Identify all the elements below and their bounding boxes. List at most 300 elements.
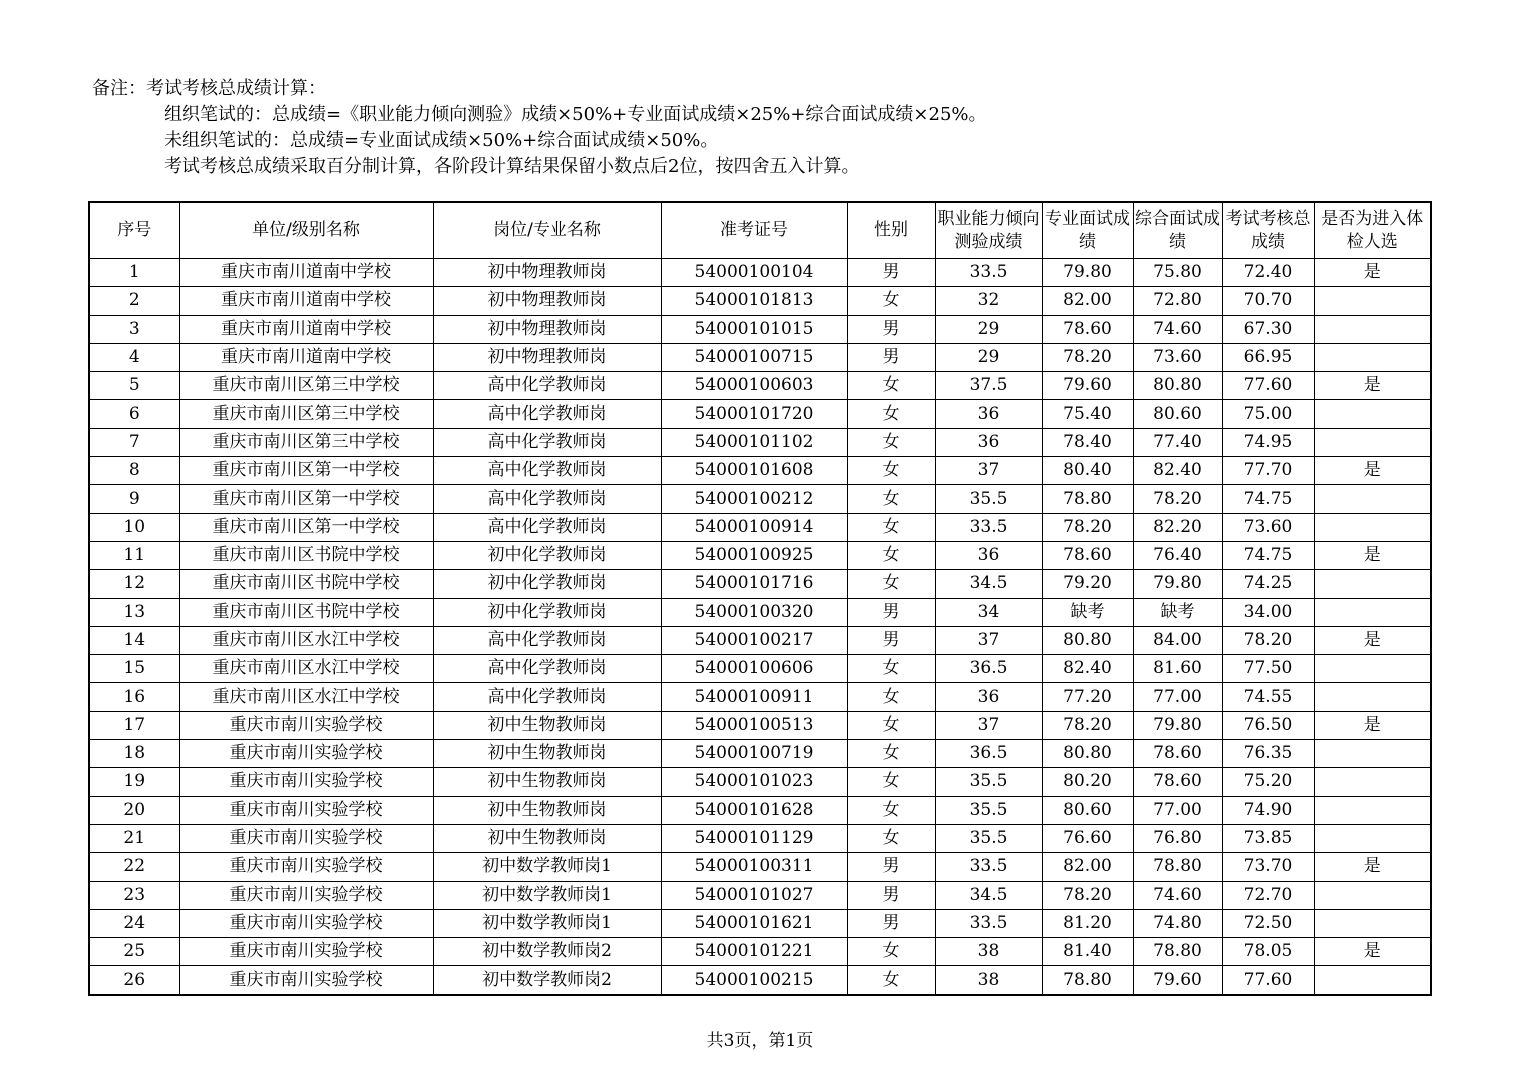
cell-selected: 是 (1314, 853, 1431, 881)
table-row (89, 711, 1431, 739)
cell-ticket: 54000101027 (661, 881, 847, 909)
cell-comp-interview: 78.20 (1133, 485, 1222, 513)
cell-ticket: 54000100320 (661, 598, 847, 626)
cell-pro-interview: 81.40 (1042, 938, 1133, 966)
cell-unit: 重庆市南川区第一中学校 (179, 485, 433, 513)
header-selected: 是否为进入体检人选 (1314, 202, 1431, 259)
cell-total: 78.20 (1222, 626, 1314, 654)
cell-aptitude: 36 (935, 683, 1042, 711)
cell-gender: 女 (847, 740, 935, 768)
cell-seq: 13 (89, 598, 179, 626)
header-ticket: 准考证号 (661, 202, 847, 259)
cell-selected (1314, 740, 1431, 768)
cell-ticket: 54000101628 (661, 796, 847, 824)
cell-aptitude: 29 (935, 343, 1042, 371)
cell-seq: 22 (89, 853, 179, 881)
table-row (89, 853, 1431, 881)
cell-seq: 11 (89, 541, 179, 569)
cell-comp-interview: 78.80 (1133, 853, 1222, 881)
cell-post: 初中物理教师岗 (433, 343, 661, 371)
cell-ticket: 54000101716 (661, 570, 847, 598)
cell-comp-interview: 79.80 (1133, 711, 1222, 739)
cell-unit: 重庆市南川实验学校 (179, 796, 433, 824)
cell-post: 初中化学教师岗 (433, 541, 661, 569)
cell-unit: 重庆市南川区书院中学校 (179, 598, 433, 626)
cell-selected (1314, 485, 1431, 513)
table-row (89, 768, 1431, 796)
table-row (89, 259, 1431, 287)
cell-post: 高中化学教师岗 (433, 683, 661, 711)
cell-total: 77.50 (1222, 655, 1314, 683)
cell-pro-interview: 78.80 (1042, 966, 1133, 995)
cell-post: 初中数学教师岗2 (433, 938, 661, 966)
cell-unit: 重庆市南川实验学校 (179, 881, 433, 909)
cell-aptitude: 35.5 (935, 768, 1042, 796)
cell-unit: 重庆市南川区第一中学校 (179, 457, 433, 485)
cell-unit: 重庆市南川区水江中学校 (179, 655, 433, 683)
cell-comp-interview: 80.60 (1133, 400, 1222, 428)
cell-comp-interview: 79.80 (1133, 570, 1222, 598)
cell-selected: 是 (1314, 259, 1431, 287)
cell-gender: 女 (847, 428, 935, 456)
cell-gender: 女 (847, 711, 935, 739)
cell-comp-interview: 77.40 (1133, 428, 1222, 456)
cell-selected (1314, 824, 1431, 852)
cell-aptitude: 38 (935, 938, 1042, 966)
cell-seq: 17 (89, 711, 179, 739)
cell-pro-interview: 80.60 (1042, 796, 1133, 824)
cell-seq: 25 (89, 938, 179, 966)
cell-gender: 女 (847, 938, 935, 966)
cell-total: 66.95 (1222, 343, 1314, 371)
cell-seq: 7 (89, 428, 179, 456)
notes-title: 备注：考试考核总成绩计算： (92, 78, 326, 99)
cell-aptitude: 36.5 (935, 740, 1042, 768)
cell-total: 74.25 (1222, 570, 1314, 598)
cell-unit: 重庆市南川区第一中学校 (179, 513, 433, 541)
table-row (89, 541, 1431, 569)
cell-comp-interview: 84.00 (1133, 626, 1222, 654)
cell-pro-interview: 82.00 (1042, 853, 1133, 881)
cell-total: 75.00 (1222, 400, 1314, 428)
cell-post: 初中生物教师岗 (433, 740, 661, 768)
cell-unit: 重庆市南川区水江中学校 (179, 683, 433, 711)
cell-gender: 女 (847, 768, 935, 796)
cell-selected: 是 (1314, 372, 1431, 400)
table-row (89, 598, 1431, 626)
cell-total: 74.55 (1222, 683, 1314, 711)
table-row (89, 966, 1431, 995)
cell-unit: 重庆市南川实验学校 (179, 711, 433, 739)
header-pro-interview: 专业面试成绩 (1042, 202, 1133, 259)
cell-comp-interview: 74.80 (1133, 909, 1222, 937)
table-row (89, 457, 1431, 485)
cell-aptitude: 35.5 (935, 796, 1042, 824)
cell-unit: 重庆市南川实验学校 (179, 740, 433, 768)
table-row (89, 343, 1431, 371)
cell-seq: 2 (89, 287, 179, 315)
cell-post: 初中物理教师岗 (433, 287, 661, 315)
cell-comp-interview: 82.40 (1133, 457, 1222, 485)
cell-total: 76.50 (1222, 711, 1314, 739)
cell-ticket: 54000100513 (661, 711, 847, 739)
cell-seq: 3 (89, 315, 179, 343)
cell-selected (1314, 315, 1431, 343)
table-row (89, 909, 1431, 937)
cell-pro-interview: 78.80 (1042, 485, 1133, 513)
table-row (89, 683, 1431, 711)
cell-ticket: 54000101015 (661, 315, 847, 343)
cell-seq: 18 (89, 740, 179, 768)
cell-gender: 男 (847, 315, 935, 343)
cell-gender: 女 (847, 683, 935, 711)
cell-pro-interview: 80.80 (1042, 626, 1133, 654)
table-row (89, 824, 1431, 852)
cell-post: 初中数学教师岗1 (433, 881, 661, 909)
cell-ticket: 54000100603 (661, 372, 847, 400)
cell-gender: 男 (847, 598, 935, 626)
cell-aptitude: 35.5 (935, 485, 1042, 513)
cell-unit: 重庆市南川实验学校 (179, 909, 433, 937)
cell-selected (1314, 796, 1431, 824)
table-row (89, 740, 1431, 768)
cell-aptitude: 36 (935, 428, 1042, 456)
cell-ticket: 54000100606 (661, 655, 847, 683)
cell-gender: 男 (847, 853, 935, 881)
cell-comp-interview: 缺考 (1133, 598, 1222, 626)
header-unit: 单位/级别名称 (179, 202, 433, 259)
cell-selected (1314, 881, 1431, 909)
page-footer: 共3页，第1页 (706, 1031, 814, 1051)
cell-total: 73.70 (1222, 853, 1314, 881)
cell-total: 74.95 (1222, 428, 1314, 456)
cell-pro-interview: 78.60 (1042, 315, 1133, 343)
table-row (89, 570, 1431, 598)
cell-unit: 重庆市南川道南中学校 (179, 287, 433, 315)
cell-ticket: 54000101621 (661, 909, 847, 937)
cell-aptitude: 32 (935, 287, 1042, 315)
cell-comp-interview: 79.60 (1133, 966, 1222, 995)
cell-post: 初中物理教师岗 (433, 315, 661, 343)
cell-pro-interview: 78.20 (1042, 513, 1133, 541)
cell-aptitude: 35.5 (935, 824, 1042, 852)
cell-seq: 16 (89, 683, 179, 711)
cell-selected (1314, 287, 1431, 315)
cell-pro-interview: 80.80 (1042, 740, 1133, 768)
cell-total: 73.60 (1222, 513, 1314, 541)
table-row (89, 796, 1431, 824)
cell-post: 初中化学教师岗 (433, 598, 661, 626)
cell-ticket: 54000100911 (661, 683, 847, 711)
cell-ticket: 54000100104 (661, 259, 847, 287)
cell-pro-interview: 75.40 (1042, 400, 1133, 428)
cell-gender: 男 (847, 343, 935, 371)
cell-ticket: 54000100715 (661, 343, 847, 371)
cell-gender: 女 (847, 457, 935, 485)
cell-post: 初中数学教师岗1 (433, 853, 661, 881)
cell-aptitude: 37 (935, 626, 1042, 654)
cell-post: 初中数学教师岗1 (433, 909, 661, 937)
header-seq: 序号 (89, 202, 179, 259)
cell-unit: 重庆市南川实验学校 (179, 853, 433, 881)
cell-aptitude: 33.5 (935, 853, 1042, 881)
cell-aptitude: 34 (935, 598, 1042, 626)
cell-total: 75.20 (1222, 768, 1314, 796)
cell-ticket: 54000100914 (661, 513, 847, 541)
cell-pro-interview: 78.20 (1042, 343, 1133, 371)
cell-seq: 5 (89, 372, 179, 400)
cell-post: 初中物理教师岗 (433, 259, 661, 287)
cell-seq: 12 (89, 570, 179, 598)
cell-seq: 1 (89, 259, 179, 287)
table-row (89, 428, 1431, 456)
cell-post: 高中化学教师岗 (433, 372, 661, 400)
cell-total: 70.70 (1222, 287, 1314, 315)
cell-aptitude: 36 (935, 541, 1042, 569)
notes-no-written-exam: 未组织笔试的：总成绩=专业面试成绩×50%+综合面试成绩×50%。 (164, 130, 719, 151)
cell-seq: 24 (89, 909, 179, 937)
cell-seq: 23 (89, 881, 179, 909)
cell-comp-interview: 73.60 (1133, 343, 1222, 371)
cell-ticket: 54000101102 (661, 428, 847, 456)
cell-unit: 重庆市南川区书院中学校 (179, 541, 433, 569)
notes-rounding: 考试考核总成绩采取百分制计算，各阶段计算结果保留小数点后2位，按四舍五入计算。 (164, 156, 860, 177)
cell-total: 34.00 (1222, 598, 1314, 626)
header-comp-interview: 综合面试成绩 (1133, 202, 1222, 259)
cell-aptitude: 37.5 (935, 372, 1042, 400)
cell-pro-interview: 82.40 (1042, 655, 1133, 683)
cell-post: 高中化学教师岗 (433, 400, 661, 428)
cell-selected: 是 (1314, 711, 1431, 739)
cell-comp-interview: 82.20 (1133, 513, 1222, 541)
cell-comp-interview: 80.80 (1133, 372, 1222, 400)
cell-pro-interview: 77.20 (1042, 683, 1133, 711)
cell-ticket: 54000101023 (661, 768, 847, 796)
cell-selected (1314, 909, 1431, 937)
cell-gender: 女 (847, 372, 935, 400)
cell-comp-interview: 78.60 (1133, 768, 1222, 796)
cell-pro-interview: 80.40 (1042, 457, 1133, 485)
cell-gender: 女 (847, 966, 935, 995)
cell-seq: 9 (89, 485, 179, 513)
table-row (89, 400, 1431, 428)
cell-selected (1314, 966, 1431, 995)
table-row (89, 938, 1431, 966)
cell-pro-interview: 82.00 (1042, 287, 1133, 315)
cell-aptitude: 33.5 (935, 909, 1042, 937)
cell-total: 74.75 (1222, 541, 1314, 569)
cell-total: 78.05 (1222, 938, 1314, 966)
cell-gender: 女 (847, 570, 935, 598)
cell-pro-interview: 78.60 (1042, 541, 1133, 569)
cell-aptitude: 36 (935, 400, 1042, 428)
table-row (89, 315, 1431, 343)
cell-comp-interview: 76.40 (1133, 541, 1222, 569)
notes-block (92, 76, 987, 180)
cell-unit: 重庆市南川道南中学校 (179, 343, 433, 371)
cell-pro-interview: 79.60 (1042, 372, 1133, 400)
cell-seq: 21 (89, 824, 179, 852)
table-row (89, 287, 1431, 315)
cell-seq: 6 (89, 400, 179, 428)
cell-post: 高中化学教师岗 (433, 485, 661, 513)
cell-selected (1314, 400, 1431, 428)
header-gender: 性别 (847, 202, 935, 259)
cell-aptitude: 37 (935, 711, 1042, 739)
cell-selected (1314, 683, 1431, 711)
cell-post: 高中化学教师岗 (433, 513, 661, 541)
cell-pro-interview: 78.40 (1042, 428, 1133, 456)
cell-selected (1314, 570, 1431, 598)
table-row (89, 881, 1431, 909)
cell-total: 76.35 (1222, 740, 1314, 768)
header-post: 岗位/专业名称 (433, 202, 661, 259)
table-row (89, 513, 1431, 541)
cell-post: 高中化学教师岗 (433, 655, 661, 683)
cell-seq: 15 (89, 655, 179, 683)
cell-unit: 重庆市南川实验学校 (179, 938, 433, 966)
cell-pro-interview: 78.20 (1042, 881, 1133, 909)
cell-unit: 重庆市南川实验学校 (179, 768, 433, 796)
cell-gender: 女 (847, 655, 935, 683)
cell-selected (1314, 428, 1431, 456)
cell-unit: 重庆市南川区第三中学校 (179, 400, 433, 428)
cell-ticket: 54000100217 (661, 626, 847, 654)
cell-comp-interview: 75.80 (1133, 259, 1222, 287)
cell-gender: 女 (847, 824, 935, 852)
cell-aptitude: 36.5 (935, 655, 1042, 683)
cell-unit: 重庆市南川实验学校 (179, 824, 433, 852)
cell-pro-interview: 78.20 (1042, 711, 1133, 739)
table-row (89, 626, 1431, 654)
header-aptitude: 职业能力倾向测验成绩 (935, 202, 1042, 259)
cell-unit: 重庆市南川道南中学校 (179, 259, 433, 287)
cell-total: 67.30 (1222, 315, 1314, 343)
cell-ticket: 54000100215 (661, 966, 847, 995)
results-table (88, 201, 1432, 996)
cell-ticket: 54000100212 (661, 485, 847, 513)
cell-selected (1314, 343, 1431, 371)
cell-post: 初中生物教师岗 (433, 768, 661, 796)
cell-comp-interview: 72.80 (1133, 287, 1222, 315)
cell-gender: 女 (847, 485, 935, 513)
cell-comp-interview: 77.00 (1133, 683, 1222, 711)
cell-unit: 重庆市南川区第三中学校 (179, 428, 433, 456)
header-total: 考试考核总成绩 (1222, 202, 1314, 259)
cell-seq: 14 (89, 626, 179, 654)
cell-gender: 男 (847, 909, 935, 937)
cell-seq: 19 (89, 768, 179, 796)
cell-aptitude: 33.5 (935, 259, 1042, 287)
cell-ticket: 54000101720 (661, 400, 847, 428)
cell-pro-interview: 80.20 (1042, 768, 1133, 796)
cell-selected (1314, 768, 1431, 796)
header-row (89, 202, 1431, 259)
cell-comp-interview: 81.60 (1133, 655, 1222, 683)
cell-pro-interview: 76.60 (1042, 824, 1133, 852)
cell-seq: 26 (89, 966, 179, 995)
cell-selected: 是 (1314, 541, 1431, 569)
cell-aptitude: 34.5 (935, 570, 1042, 598)
cell-pro-interview: 81.20 (1042, 909, 1133, 937)
cell-gender: 男 (847, 259, 935, 287)
cell-aptitude: 29 (935, 315, 1042, 343)
cell-ticket: 54000100311 (661, 853, 847, 881)
cell-seq: 20 (89, 796, 179, 824)
cell-unit: 重庆市南川区水江中学校 (179, 626, 433, 654)
cell-unit: 重庆市南川道南中学校 (179, 315, 433, 343)
cell-ticket: 54000100925 (661, 541, 847, 569)
cell-total: 74.90 (1222, 796, 1314, 824)
table-row (89, 485, 1431, 513)
cell-total: 73.85 (1222, 824, 1314, 852)
table-body (89, 259, 1431, 995)
cell-post: 初中生物教师岗 (433, 824, 661, 852)
cell-unit: 重庆市南川区书院中学校 (179, 570, 433, 598)
cell-comp-interview: 74.60 (1133, 315, 1222, 343)
cell-total: 77.60 (1222, 966, 1314, 995)
cell-total: 77.60 (1222, 372, 1314, 400)
cell-ticket: 54000101608 (661, 457, 847, 485)
cell-aptitude: 33.5 (935, 513, 1042, 541)
notes-written-exam: 组织笔试的：总成绩=《职业能力倾向测验》成绩×50%+专业面试成绩×25%+综合面试成绩×25%。 (164, 104, 987, 125)
cell-selected: 是 (1314, 457, 1431, 485)
cell-gender: 男 (847, 626, 935, 654)
cell-comp-interview: 78.60 (1133, 740, 1222, 768)
cell-seq: 10 (89, 513, 179, 541)
cell-aptitude: 38 (935, 966, 1042, 995)
cell-total: 72.40 (1222, 259, 1314, 287)
cell-ticket: 54000101129 (661, 824, 847, 852)
cell-ticket: 54000101813 (661, 287, 847, 315)
cell-gender: 女 (847, 513, 935, 541)
cell-post: 初中化学教师岗 (433, 570, 661, 598)
cell-selected (1314, 598, 1431, 626)
cell-unit: 重庆市南川实验学校 (179, 966, 433, 995)
cell-gender: 女 (847, 796, 935, 824)
cell-post: 初中生物教师岗 (433, 796, 661, 824)
cell-post: 初中数学教师岗2 (433, 966, 661, 995)
cell-selected: 是 (1314, 626, 1431, 654)
table-row (89, 372, 1431, 400)
cell-aptitude: 34.5 (935, 881, 1042, 909)
cell-comp-interview: 74.60 (1133, 881, 1222, 909)
cell-post: 初中生物教师岗 (433, 711, 661, 739)
cell-seq: 4 (89, 343, 179, 371)
cell-gender: 女 (847, 400, 935, 428)
cell-aptitude: 37 (935, 457, 1042, 485)
cell-gender: 男 (847, 881, 935, 909)
cell-ticket: 54000100719 (661, 740, 847, 768)
cell-total: 72.70 (1222, 881, 1314, 909)
cell-total: 77.70 (1222, 457, 1314, 485)
cell-post: 高中化学教师岗 (433, 626, 661, 654)
cell-gender: 女 (847, 287, 935, 315)
cell-selected (1314, 513, 1431, 541)
cell-pro-interview: 79.20 (1042, 570, 1133, 598)
cell-seq: 8 (89, 457, 179, 485)
cell-selected (1314, 655, 1431, 683)
cell-comp-interview: 76.80 (1133, 824, 1222, 852)
cell-gender: 女 (847, 541, 935, 569)
cell-comp-interview: 77.00 (1133, 796, 1222, 824)
table-row (89, 655, 1431, 683)
cell-post: 高中化学教师岗 (433, 428, 661, 456)
cell-ticket: 54000101221 (661, 938, 847, 966)
cell-pro-interview: 缺考 (1042, 598, 1133, 626)
cell-post: 高中化学教师岗 (433, 457, 661, 485)
cell-unit: 重庆市南川区第三中学校 (179, 372, 433, 400)
